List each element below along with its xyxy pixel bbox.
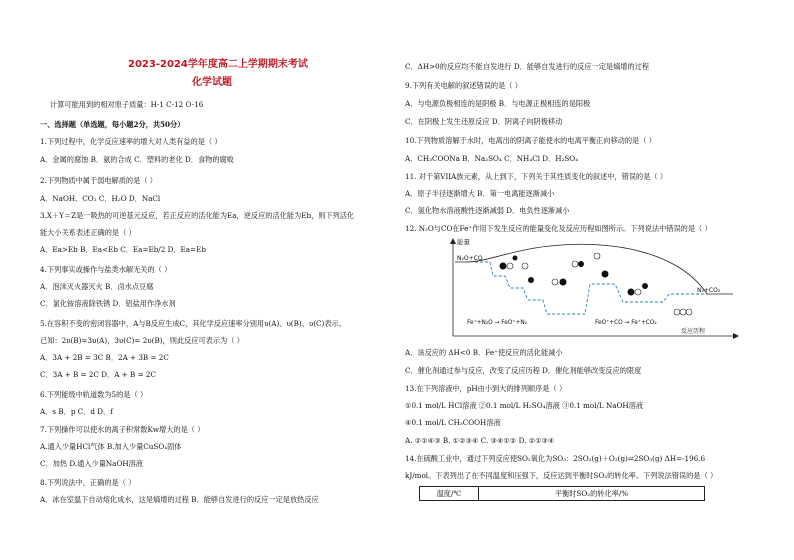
atom-white <box>552 279 558 285</box>
q5-option-ab: A．3A + 2B = 3C B．2A + 3B = 2C <box>40 353 169 362</box>
atomic-masses: 计算可能用到的相对原子质量：H-1 C-12 O-16 <box>50 100 204 109</box>
atom-white <box>522 263 528 269</box>
atom-black <box>628 289 635 296</box>
q3-line2: 能大小关系表述正确的是（ ） <box>40 228 136 237</box>
section-heading: 一、选择题（单选题，每小题2分，共50分） <box>40 120 185 129</box>
q2-stem: 2.下列物质中属于弱电解质的是（ ） <box>40 176 157 185</box>
q13-options: A. ②①④③ B. ①②③④ C. ③④①② D. ②①③④ <box>405 436 555 445</box>
atom-white <box>594 253 600 259</box>
q13-stem: 13.在下列溶液中，pH由小到大的排列顺序是（ ） <box>405 384 567 393</box>
q11-option-cd: C．氢化物水溶液酸性逐渐减弱 D．电负性逐渐减小 <box>405 206 570 215</box>
q12-stem: 12. N₂O与CO在Fe⁺作用下发生反应的能量变化及反应历程如图所示。下列说法中错误的是（ ） <box>405 224 712 233</box>
atom-white <box>686 309 692 315</box>
q8-option-ab: A．冰在室温下自动熔化成水，这是熵增的过程 B．能够自发进行的反应一定是放热反应 <box>40 495 319 504</box>
q2-options: A．NaOH、CO₂ C．H₂O D．NaCl <box>40 194 161 203</box>
q1-options: A．金属的腐蚀 B．氨的合成 C．塑料的老化 D．食物的腐败 <box>40 155 234 164</box>
q4-stem: 4.下列事实或操作与盐类水解无关的（ ） <box>40 265 172 274</box>
q8-stem: 8.下列说法中，正确的是（ ） <box>40 478 136 487</box>
energy-profile-diagram <box>445 236 745 342</box>
q14-line1: 14.在硫酸工业中，通过下列反应使SO₂氧化为SO₃：2SO₂(g)＋O₂(g)⇌2SO₃(g) ΔH=-196.6 <box>405 454 706 463</box>
q3-options: A．Ea>Eb B．Ea<Eb C．Ea=Eb/2 D．Ea=Eb <box>40 245 206 254</box>
atom-black <box>602 271 609 278</box>
q9-stem: 9.下列有关电解的叙述错误的是（ ） <box>405 81 522 90</box>
atom-white <box>680 309 686 315</box>
q5-line1: 5.在容积不变的密闭容器中，A与B反应生成C，其化学反应速率分别用υ(A)、υ(B)、υ(C)表示。 <box>40 319 346 328</box>
q11-option-ab: A．原子半径逐渐增大 B．第一电离能逐渐减小 <box>405 189 555 198</box>
q13-item4: ④0.1 mol/L CH₃COOH溶液 <box>405 418 501 427</box>
atom-white <box>674 309 680 315</box>
q1-stem: 1.下列过程中，化学反应速率的增大对人类有益的是（ ） <box>40 137 222 146</box>
q8-option-cd: C．ΔH>0的反应均不能自发进行 D．能够自发进行的反应一定是熵增的过程 <box>405 62 650 71</box>
atom-white <box>507 263 513 269</box>
energy-curve <box>455 244 733 294</box>
molecule-models <box>500 253 693 315</box>
atom-black <box>500 263 507 270</box>
atom-black <box>642 283 648 289</box>
q7-option-ab: A.通入少量HCl气体 B.加入少量CuSO₄固体 <box>40 442 182 451</box>
reaction-steps <box>475 262 707 314</box>
q9-option-ab: A．与电源负极相连的是阴极 B．与电源正极相连的是阳极 <box>405 99 591 108</box>
exam-title: 2023-2024学年度高二上学期期末考试 <box>128 59 308 70</box>
x-axis-arrow <box>733 333 739 339</box>
product-label: N₂+CO₂ <box>697 287 721 294</box>
q5-line2: 已知：2υ(B)=3υ(A)，3υ(C)= 2υ(B)，则此反应可表示为（ ） <box>40 336 244 345</box>
reactant-label: N₂O+CO <box>457 255 483 262</box>
q10-options: A．CH₃COONa B．Na₂SO₄ C．NH₄Cl D．H₂SO₄ <box>405 154 579 163</box>
q5-option-cd: C．3A + B = 2C D．A + B = 2C <box>40 370 156 379</box>
atom-white <box>572 261 578 267</box>
q10-stem: 10.下列物质溶解于水时，电离出的阴离子能使水的电离平衡正向移动的是（ ） <box>405 136 656 145</box>
y-axis-label: 能量 <box>457 238 470 246</box>
atom-black <box>528 277 534 283</box>
q14-line2: kJ/mol。下表列出了在不同温度和压强下，反应达到平衡时SO₂的转化率。下列说法错误的是（ ） <box>405 471 718 480</box>
q6-stem: 6.下列能级中轨道数为5的是（ ） <box>40 390 148 399</box>
q9-option-cd: C．在阴极上发生还原反应 D．阴离子向阴极移动 <box>405 117 563 126</box>
conversion-table <box>419 486 705 501</box>
atom-black <box>513 256 518 261</box>
q4-option-ab: A．泡沫灭火器灭火 B．卤水点豆腐 <box>40 282 154 291</box>
table-header-conversion: 平衡时SO₂的转化率/% <box>479 487 705 501</box>
atom-black <box>560 279 567 286</box>
y-axis-arrow <box>450 238 456 244</box>
q13-items: ①0.1 mol/L HCl溶液 ②0.1 mol/L H₂SO₄溶液 ③0.1 mol/L NaOH溶液 <box>405 401 644 410</box>
exam-subtitle: 化学试题 <box>192 77 232 88</box>
q12-option-ab: A．该反应的 ΔH<0 B．Fe⁺使反应的活化能减小 <box>405 348 563 357</box>
x-axis-label: 反应历程 <box>681 328 706 335</box>
q7-stem: 7.下列操作可以使水的离子积常数Kw增大的是（ ） <box>40 425 205 434</box>
step1-label: Fe⁺+N₂O → FeO⁺+N₂ <box>467 320 527 326</box>
q3-line1: 3.X＋Y＝Z是一吸热的可逆基元反应，若正反应的活化能为Ea，逆反应的活化能为Eb，则下列活化 <box>40 211 355 220</box>
table-header-temperature: 温度/℃ <box>420 487 479 501</box>
q6-options: A．s B．p C．d D．f <box>40 407 113 416</box>
atom-black <box>578 261 584 267</box>
q12-option-cd: C．催化剂通过参与反应，改变了反应历程 D．催化剂能够改变反应的限度 <box>405 366 642 375</box>
q7-option-cd: C．加热 D.通入少量NaOH溶液 <box>40 459 143 468</box>
step2-label: FeO⁺+CO → Fe⁺+CO₂ <box>595 320 657 326</box>
atom-white <box>635 289 641 295</box>
q4-option-cd: C．氯化铵溶液除铁锈 D．铝盐用作净水剂 <box>40 299 176 308</box>
table-row <box>420 487 705 501</box>
q11-stem: 11. 对于第VIIA族元素，从上到下，下列关于其性质变化的叙述中，错误的是（ ） <box>405 172 668 181</box>
